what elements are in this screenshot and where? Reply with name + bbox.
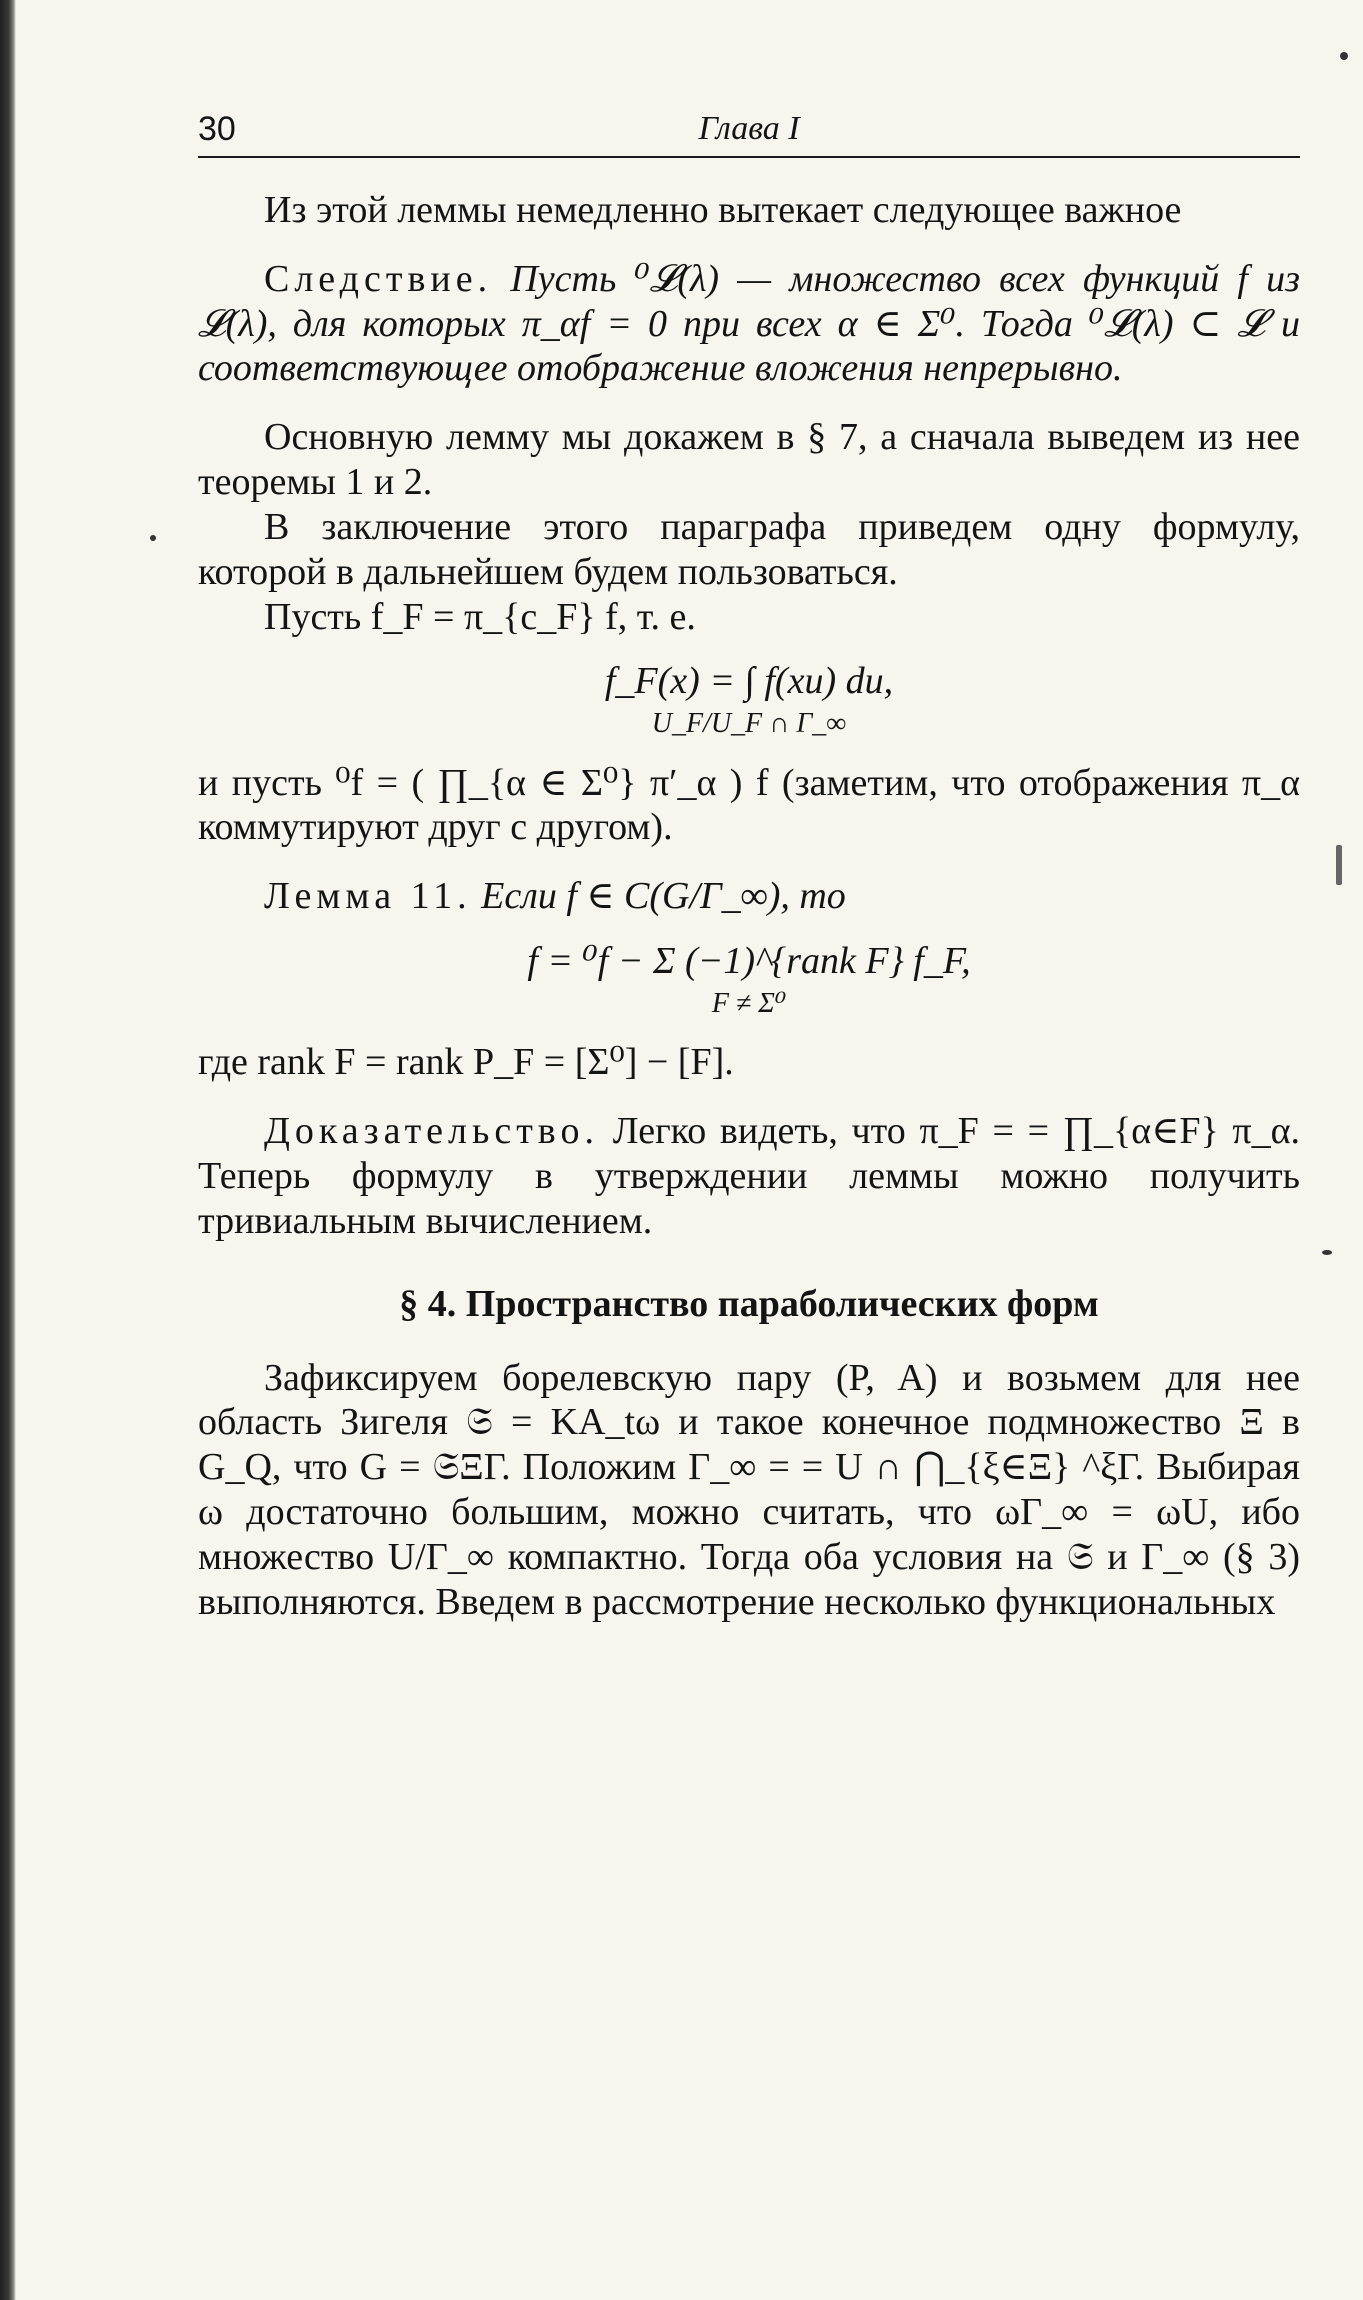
paragraph-intro: Из этой леммы немедленно вытекает следующее важное [264,189,1182,231]
page-body [198,188,1300,1625]
page-header [198,100,1300,158]
corollary-text: Пусть ⁰𝓛(λ) — множество всех функций f из 𝓛(λ), для которых π_αf = 0 при всех α ∈ Σ⁰. Тогда ⁰𝓛(λ) ⊂ 𝓛 и соответствующее отображение вложения непрерывно. [198,257,1300,390]
formula-lemma-sum [198,939,1300,1020]
corollary [198,257,1300,391]
formula-sum-subscript: F ≠ Σ⁰ [711,987,787,1019]
proof-text: Легко видеть, что π_F = = ∏_{α∈F} π_α. Теперь формулу в утверждении леммы можно получить тривиальным вычислением. [198,1110,1301,1242]
paragraph-let-fF: Пусть f_F = π_{c_F} f, т. е. [264,595,696,638]
print-speck [1322,1250,1332,1255]
lemma-11 [198,874,1300,919]
book-page [198,100,1300,1625]
formula-fF-main: f_F(x) = ∫ f(xu) du, [604,660,894,703]
formula-fF-integral [198,659,1300,740]
book-spine-shadow [0,0,16,2300]
paragraph-main-lemma: Основную лемму мы докажем в § 7, а сначала выведем из нее теоремы 1 и 2. [198,416,1300,504]
section-title: § 4. Пространство параболических форм [399,1282,1099,1325]
lemma-label: Лемма 11. [264,875,472,918]
print-speck [1336,845,1342,885]
formula-fF-subscript: U_F/U_F ∩ Γ_∞ [651,708,847,740]
print-speck [1340,52,1348,60]
print-speck [150,535,156,541]
paragraph-zero-f: и пусть ⁰f = ( ∏_{α ∈ Σ⁰} π′_α ) f (заметим, что отображения π_α коммутируют друг с другом). [198,761,1300,849]
proof-label: Доказательство. [264,1110,599,1153]
section-paragraph: Зафиксируем борелевскую пару (P, A) и возьмем для нее область Зигеля 𝔖 = KA_tω и такое конечное подмножество Ξ в G_Q, что G = 𝔖ΞΓ. Положим Γ_∞ = = U ∩ ⋂_{ξ∈Ξ} ^ξΓ. Выбирая ω достаточно большим, можно считать, что ωΓ_∞ = ωU, ибо множество U/Γ_∞ компактно. Тогда оба условия на 𝔖 и Γ_∞ (§ 3) выполняются. Введем в рассмотрение несколько функциональных [198,1356,1300,1623]
paragraph-rank: где rank F = rank P_F = [Σ⁰] − [F]. [198,1041,734,1084]
page-number: 30 [198,110,236,148]
corollary-label: Следствие. [264,257,493,300]
lemma-text: Если f ∈ C(G/Γ_∞), то [481,875,846,918]
running-head: Глава I [698,110,800,147]
formula-sum-main: f = ⁰f − Σ (−1)^{rank F} f_F, [527,940,971,983]
proof [198,1109,1300,1243]
paragraph-conclusion: В заключение этого параграфа приведем одну формулу, которой в дальнейшем будем пользоваться. [198,505,1300,593]
